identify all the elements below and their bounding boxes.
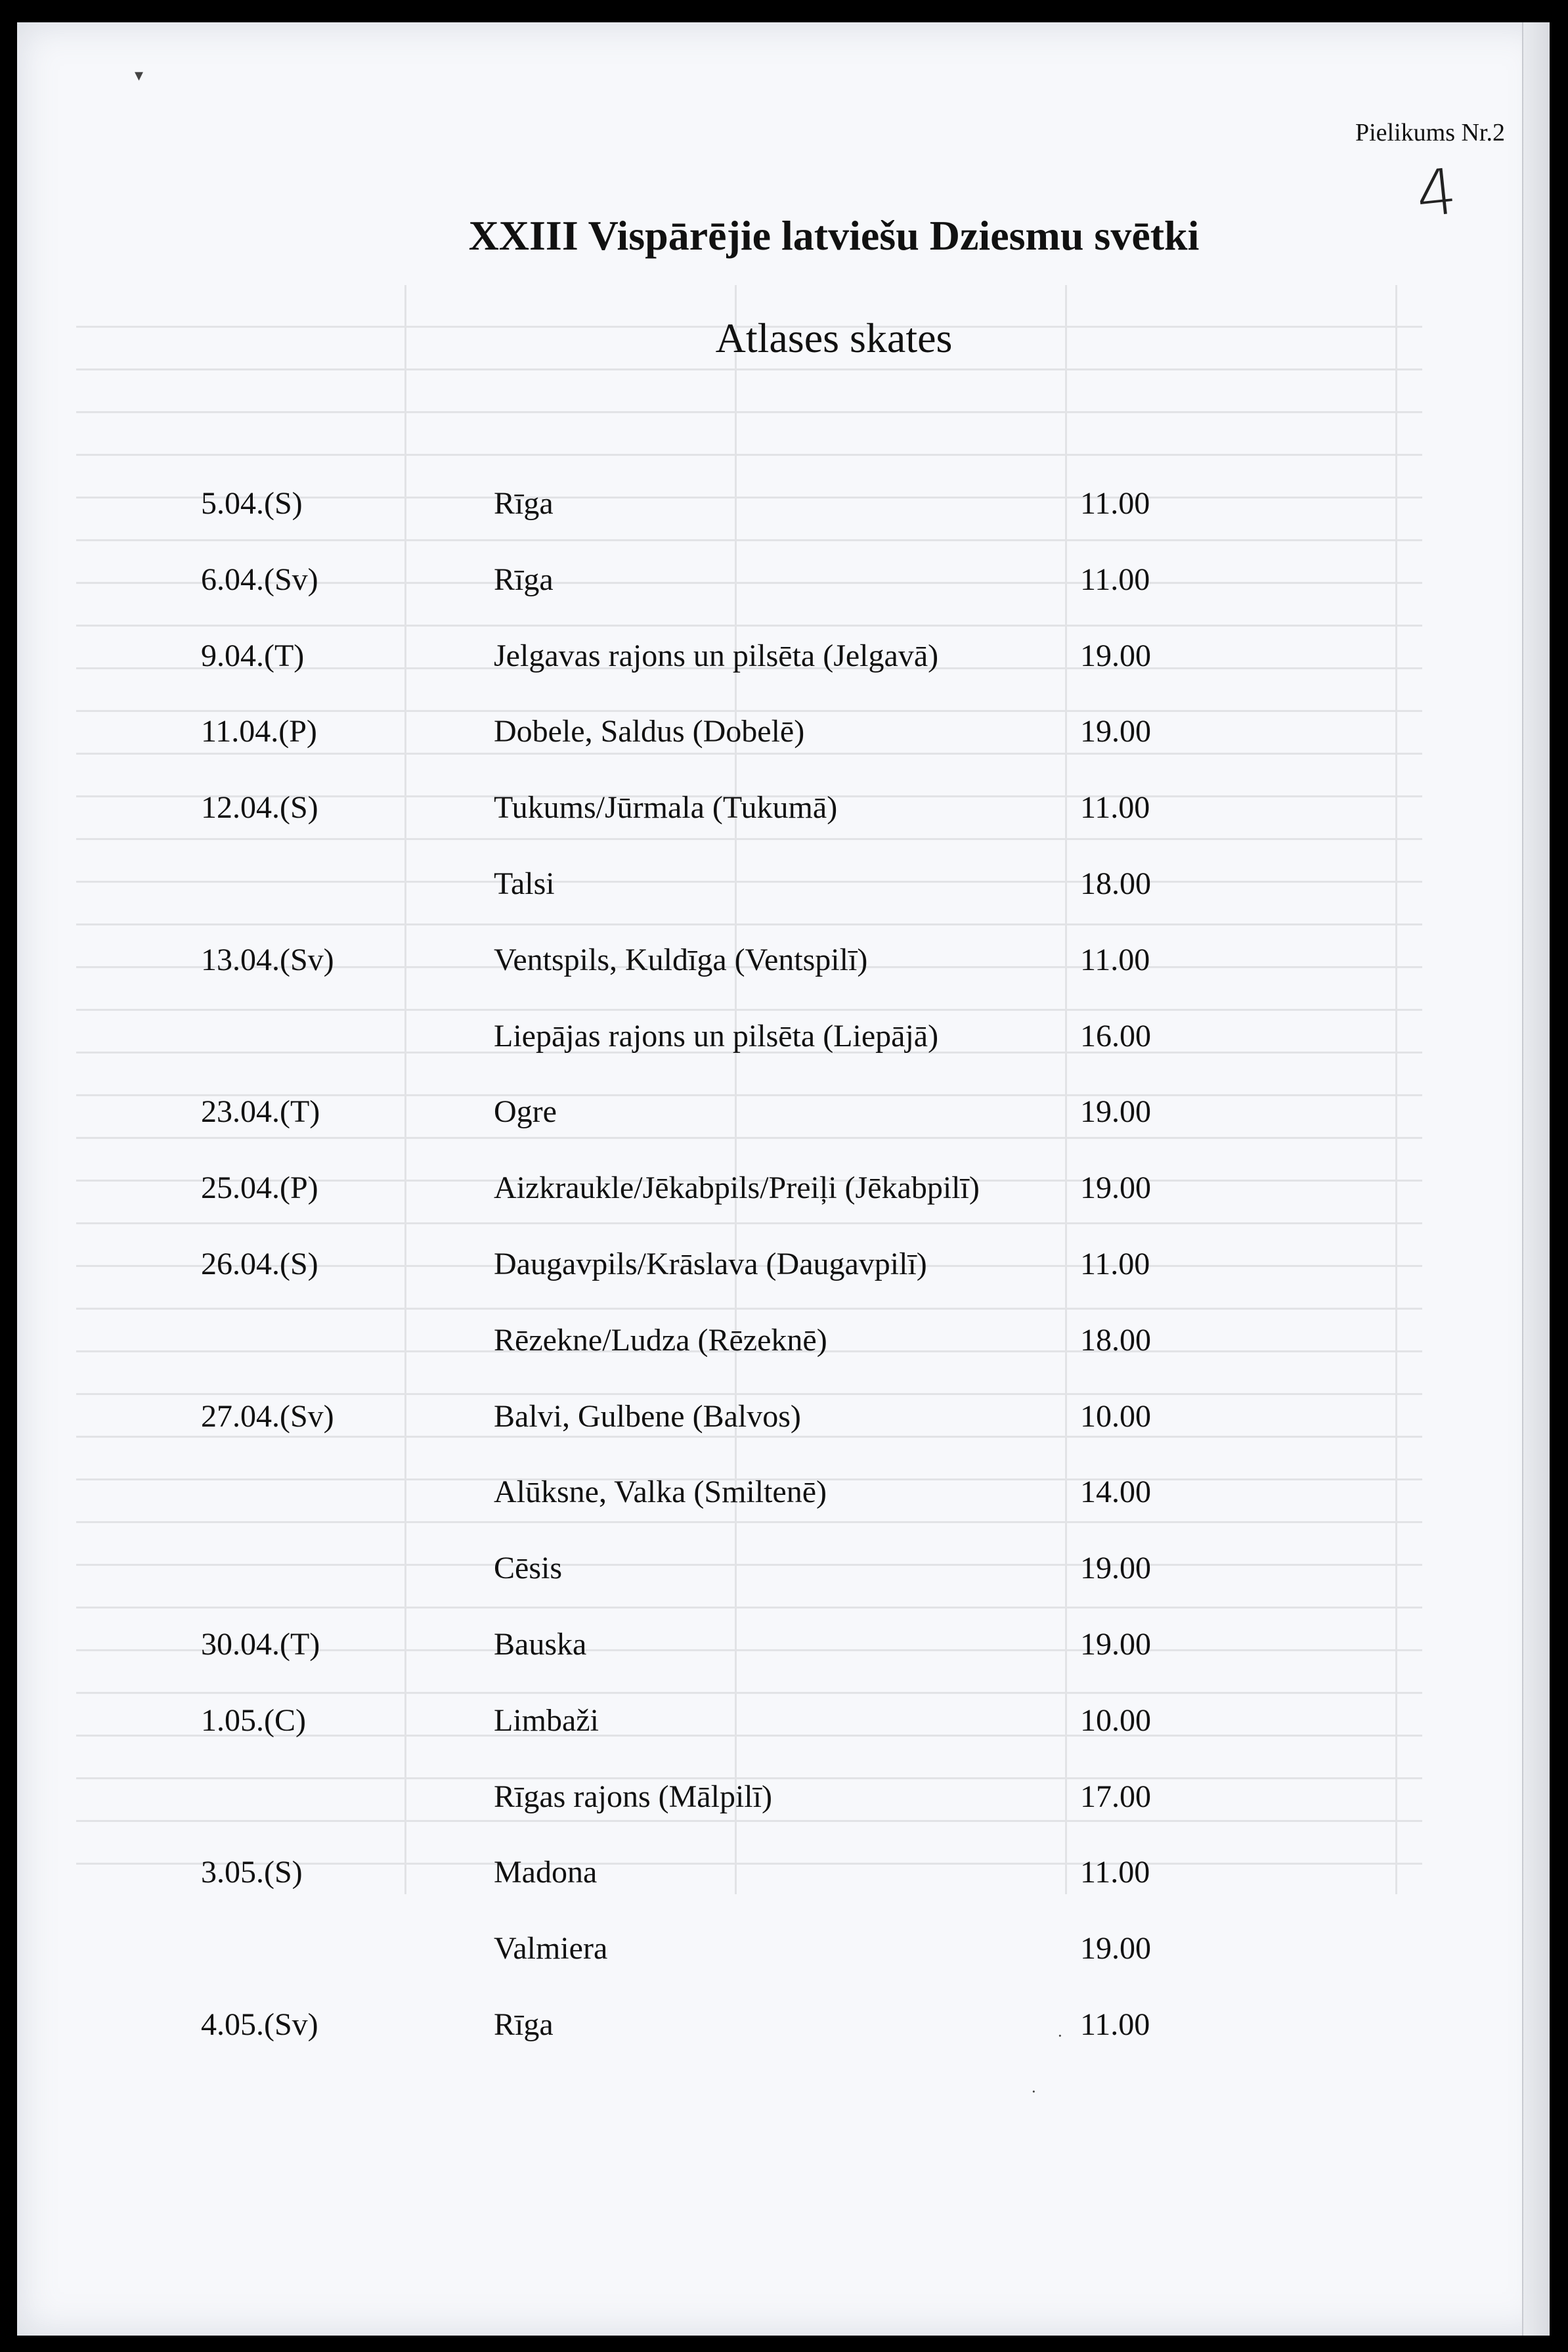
schedule-row — [0, 2002, 1568, 2048]
schedule-time: 11.00 — [1080, 943, 1150, 977]
schedule-row — [0, 1013, 1568, 1059]
schedule-time: 19.00 — [1080, 1931, 1151, 1966]
schedule-row — [0, 1318, 1568, 1364]
schedule-time: 19.00 — [1080, 1170, 1151, 1205]
schedule-row — [0, 1545, 1568, 1591]
schedule-place: Bauska — [494, 1627, 587, 1662]
schedule-time: 14.00 — [1080, 1475, 1151, 1509]
speck-mark: ▾ — [135, 66, 144, 85]
schedule-place: Rīga — [494, 562, 554, 597]
schedule-time: 18.00 — [1080, 866, 1151, 901]
schedule-place: Ogre — [494, 1094, 557, 1129]
schedule-time: 11.00 — [1080, 790, 1150, 825]
schedule-place: Dobele, Saldus (Dobelē) — [494, 714, 805, 749]
schedule-place: Rēzekne/Ludza (Rēzeknē) — [494, 1323, 827, 1358]
handwritten-page-number: 4 — [1412, 154, 1460, 232]
schedule-row — [0, 1622, 1568, 1668]
schedule-date: 6.04.(Sv) — [201, 562, 318, 597]
schedule-row — [0, 1394, 1568, 1440]
schedule-place: Talsi — [494, 866, 555, 901]
schedule-row — [0, 481, 1568, 527]
schedule-date: 11.04.(P) — [201, 714, 317, 749]
schedule-date: 23.04.(T) — [201, 1094, 320, 1129]
schedule-time: 10.00 — [1080, 1399, 1151, 1434]
schedule-date: 25.04.(P) — [201, 1170, 318, 1205]
schedule-place: Cēsis — [494, 1551, 563, 1586]
schedule-place: Limbaži — [494, 1703, 599, 1738]
schedule-date: 9.04.(T) — [201, 638, 305, 673]
schedule-place: Madona — [494, 1855, 598, 1890]
schedule-row — [0, 557, 1568, 603]
schedule-place: Daugavpils/Krāslava (Daugavpilī) — [494, 1247, 927, 1281]
schedule-time: 19.00 — [1080, 638, 1151, 673]
schedule-time: 19.00 — [1080, 1094, 1151, 1129]
schedule-place: Aizkraukle/Jēkabpils/Preiļi (Jēkabpilī) — [494, 1170, 980, 1205]
schedule-time: 19.00 — [1080, 1551, 1151, 1586]
schedule-time: 11.00 — [1080, 562, 1150, 597]
schedule-row — [0, 709, 1568, 755]
schedule-time: 11.00 — [1080, 2007, 1150, 2042]
schedule-row — [0, 633, 1568, 679]
schedule-place: Rīga — [494, 2007, 554, 2042]
speck-mark: · — [1031, 2082, 1037, 2101]
schedule-place: Tukums/Jūrmala (Tukumā) — [494, 790, 838, 825]
schedule-date: 26.04.(S) — [201, 1247, 318, 1281]
schedule-time: 19.00 — [1080, 714, 1151, 749]
schedule-time: 11.00 — [1080, 1247, 1150, 1281]
schedule-row — [0, 1165, 1568, 1211]
schedule-row — [0, 1926, 1568, 1972]
schedule-time: 18.00 — [1080, 1323, 1151, 1358]
schedule-time: 19.00 — [1080, 1627, 1151, 1662]
schedule-place: Rīgas rajons (Mālpilī) — [494, 1779, 772, 1814]
schedule-row — [0, 785, 1568, 831]
document-title: XXIII Vispārējie latviešu Dziesmu svētki — [468, 212, 1200, 259]
schedule-place: Ventspils, Kuldīga (Ventspilī) — [494, 943, 868, 977]
schedule-time: 17.00 — [1080, 1779, 1151, 1814]
schedule-place: Jelgavas rajons un pilsēta (Jelgavā) — [494, 638, 939, 673]
schedule-place: Balvi, Gulbene (Balvos) — [494, 1399, 801, 1434]
schedule-time: 11.00 — [1080, 486, 1150, 521]
schedule-date: 5.04.(S) — [201, 486, 303, 521]
schedule-date: 12.04.(S) — [201, 790, 318, 825]
schedule-date: 27.04.(Sv) — [201, 1399, 334, 1434]
schedule-row — [0, 1241, 1568, 1287]
schedule-place: Alūksne, Valka (Smiltenē) — [494, 1475, 827, 1509]
speck-mark: · — [1057, 2026, 1063, 2045]
document-subtitle: Atlases skates — [715, 315, 953, 361]
schedule-row — [0, 1469, 1568, 1515]
schedule-date: 3.05.(S) — [201, 1855, 303, 1890]
schedule-row — [0, 937, 1568, 983]
schedule-place: Liepājas rajons un pilsēta (Liepājā) — [494, 1019, 939, 1054]
annex-label: Pielikums Nr.2 — [1355, 119, 1505, 146]
schedule-time: 10.00 — [1080, 1703, 1151, 1738]
schedule-time: 16.00 — [1080, 1019, 1151, 1054]
schedule-place: Rīga — [494, 486, 554, 521]
schedule-row — [0, 1850, 1568, 1896]
schedule-time: 11.00 — [1080, 1855, 1150, 1890]
schedule-row — [0, 1089, 1568, 1135]
schedule-place: Valmiera — [494, 1931, 608, 1966]
schedule-row — [0, 861, 1568, 907]
schedule-date: 1.05.(C) — [201, 1703, 306, 1738]
schedule-date: 4.05.(Sv) — [201, 2007, 318, 2042]
schedule-row — [0, 1774, 1568, 1820]
schedule-date: 13.04.(Sv) — [201, 943, 334, 977]
schedule-date: 30.04.(T) — [201, 1627, 320, 1662]
schedule-row — [0, 1698, 1568, 1744]
